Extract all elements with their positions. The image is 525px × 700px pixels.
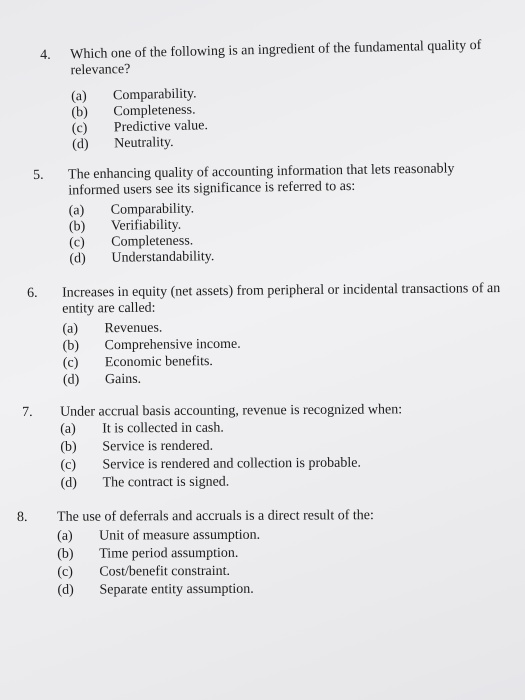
- option-d: [69, 249, 214, 267]
- question-number: 5.: [33, 167, 44, 183]
- question-number: 7.: [22, 404, 33, 420]
- question-number: 6.: [27, 285, 38, 301]
- option-letter: (a): [68, 203, 85, 219]
- option-letter: (c): [57, 564, 73, 580]
- option-letter: (d): [69, 251, 86, 267]
- option-a: [62, 321, 162, 338]
- option-letter: (c): [62, 355, 79, 371]
- option-letter: (b): [57, 546, 74, 562]
- option-c: [60, 456, 361, 474]
- option-letter: (d): [57, 582, 74, 598]
- question-5: [33, 161, 508, 267]
- option-letter: (a): [57, 528, 73, 544]
- option-letter: (b): [60, 439, 77, 455]
- question-number: 8.: [17, 509, 28, 525]
- option-a: [57, 528, 260, 545]
- option-b: [63, 337, 241, 355]
- option-letter: (d): [60, 475, 77, 491]
- option-text: Comparability.: [112, 86, 197, 104]
- option-d: [57, 582, 253, 599]
- question-stem: The enhancing quality of accounting information that lets reasonably informed users see its significance is referred to as:: [67, 161, 455, 199]
- option-text: The contract is signed.: [102, 474, 230, 491]
- option-letter: (c): [69, 235, 85, 251]
- option-letter: (d): [72, 136, 89, 153]
- option-text: It is collected in cash.: [102, 420, 224, 437]
- question-7: [22, 402, 502, 491]
- question-stem: Increases in equity (net assets) from peripheral or incidental transactions of an entity are called:: [61, 281, 501, 317]
- option-letter: (b): [68, 219, 86, 235]
- option-letter: (c): [60, 457, 77, 473]
- option-d: [72, 135, 174, 153]
- option-text: Service is rendered and collection is probable.: [102, 455, 361, 473]
- option-letter: (a): [70, 88, 87, 105]
- option-text: Service is rendered.: [102, 438, 214, 455]
- option-a: [69, 201, 195, 219]
- option-text: Gains.: [104, 371, 142, 388]
- option-letter: (d): [62, 372, 80, 388]
- option-b: [60, 439, 213, 456]
- option-text: Time period assumption.: [99, 545, 239, 562]
- option-text: Comprehensive income.: [104, 336, 241, 354]
- question-stem: Which one of the following is an ingredient of the fundamental quality of relevance?: [69, 37, 482, 79]
- option-letter: (b): [62, 338, 80, 354]
- option-text: Comparability.: [110, 201, 195, 218]
- option-c: [63, 354, 213, 372]
- option-letter: (c): [71, 120, 88, 137]
- option-text: Understandability.: [111, 249, 215, 266]
- option-letter: (b): [71, 104, 88, 121]
- option-text: Revenues.: [104, 320, 163, 337]
- option-d: [63, 372, 141, 389]
- option-a: [60, 421, 224, 438]
- option-c: [57, 564, 230, 581]
- question-4: [40, 37, 510, 153]
- option-letter: (a): [60, 421, 76, 437]
- option-b: [57, 546, 238, 563]
- option-text: Economic benefits.: [104, 354, 213, 371]
- option-text: Verifiability.: [110, 217, 182, 234]
- question-number: 4.: [40, 47, 51, 63]
- option-text: Separate entity assumption.: [99, 581, 254, 598]
- option-text: Unit of measure assumption.: [99, 527, 261, 544]
- option-text: Completeness.: [111, 233, 194, 250]
- option-c: [72, 118, 208, 137]
- option-letter: (a): [62, 321, 79, 337]
- question-stem: The use of deferrals and accruals is a direct result of the:: [56, 508, 374, 525]
- option-text: Predictive value.: [113, 118, 209, 136]
- option-b: [69, 218, 181, 236]
- question-6: [27, 281, 507, 388]
- option-text: Cost/benefit constraint.: [99, 563, 231, 580]
- question-stem: Under accrual basis accounting, revenue is recognized when:: [59, 402, 403, 420]
- option-text: Completeness.: [113, 102, 196, 120]
- option-text: Neutrality.: [114, 134, 174, 152]
- option-d: [60, 475, 229, 492]
- question-8: [17, 507, 497, 598]
- option-c: [69, 233, 193, 251]
